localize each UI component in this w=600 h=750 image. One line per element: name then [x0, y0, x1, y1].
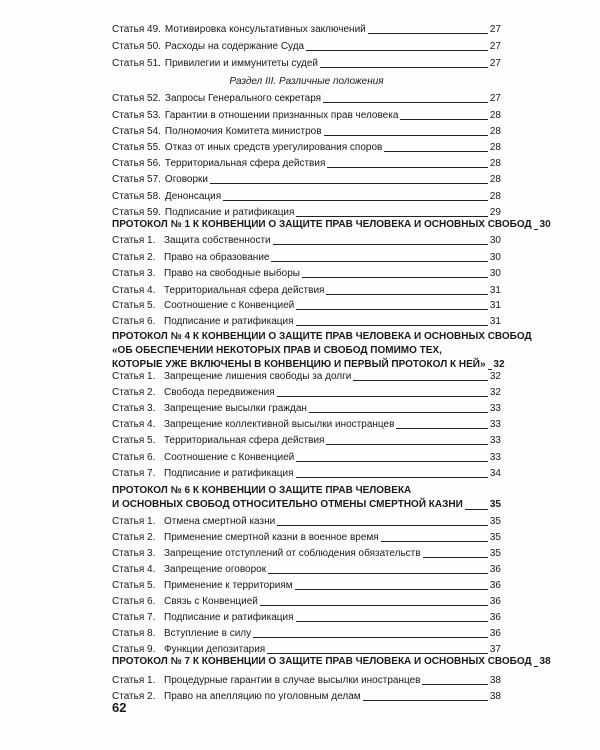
entry-title: Соотношение с Конвенцией — [164, 300, 295, 311]
toc-entry — [112, 171, 501, 186]
protocol-title-line: И ОСНОВНЫХ СВОБОД ОТНОСИТЕЛЬНО ОТМЕНЫ СМЕРТНОЙ КАЗНИ — [112, 499, 463, 510]
entry-title: Защита собственности — [164, 235, 271, 246]
entry-title: Расходы на содержание Суда — [164, 41, 305, 52]
leader-line — [423, 557, 488, 558]
toc-entry — [112, 204, 501, 219]
article-number: Статья 5. — [112, 580, 156, 591]
leader-line — [296, 621, 488, 622]
page-ref: 28 — [489, 191, 501, 202]
entry-title: Территориальная сфера действия — [164, 435, 325, 446]
page-ref: 38 — [489, 675, 501, 686]
entry-title: Право на свободные выборы — [164, 268, 300, 279]
leader-line — [396, 428, 488, 429]
entry-title: Подписание и ратификация — [164, 612, 294, 623]
toc-entry — [112, 400, 501, 415]
page-ref: 31 — [489, 316, 501, 327]
page-ref: 36 — [489, 596, 501, 607]
protocol-title-line: ПРОТОКОЛ № 6 К КОНВЕНЦИИ О ЗАЩИТЕ ПРАВ ЧЕЛОВЕКА — [112, 485, 412, 496]
toc-entry — [112, 384, 501, 399]
protocol-title-line: КОТОРЫЕ УЖЕ ВКЛЮЧЕНЫ В КОНВЕНЦИЮ И ПЕРВЫЙ ПРОТОКОЛ К НЕЙ» — [112, 359, 486, 370]
entry-title: Подписание и ратификация — [164, 316, 294, 327]
leader-line — [277, 396, 488, 397]
toc-entry — [112, 465, 501, 480]
page-ref: 33 — [489, 452, 501, 463]
article-number: Статья 1. — [112, 371, 156, 382]
protocol-title-line: ПРОТОКОЛ № 7 К КОНВЕНЦИИ О ЗАЩИТЕ ПРАВ ЧЕЛОВЕКА И ОСНОВНЫХ СВОБОД — [112, 656, 532, 667]
article-number: Статья 7. — [112, 612, 156, 623]
article-number: Статья 3. — [112, 548, 156, 559]
page-ref: 35 — [489, 516, 501, 527]
page-ref: 33 — [489, 435, 501, 446]
entry-title: Отмена смертной казни — [164, 516, 276, 527]
leader-line — [296, 309, 488, 310]
page-ref: 36 — [489, 580, 501, 591]
toc-entry — [112, 561, 501, 576]
page-ref: 38 — [489, 691, 501, 702]
entry-title: Привилегии и иммунитеты судей — [164, 58, 318, 69]
leader-line — [320, 67, 488, 68]
leader-line — [296, 477, 488, 478]
toc-entry — [112, 449, 501, 464]
leader-line — [353, 380, 488, 381]
page-ref: 32 — [489, 387, 501, 398]
page-ref: 36 — [489, 564, 501, 575]
leader-line — [534, 229, 538, 230]
article-number: Статья 52. — [112, 93, 161, 104]
article-number: Статья 50. — [112, 41, 161, 52]
entry-title: Гарантии в отношении признанных прав человека — [164, 110, 399, 121]
leader-line — [223, 200, 488, 201]
leader-line — [324, 135, 488, 136]
entry-title: Запрещение коллективной высылки иностранцев — [164, 419, 395, 430]
leader-line — [271, 261, 488, 262]
article-number: Статья 6. — [112, 316, 156, 327]
article-number: Статья 5. — [112, 300, 156, 311]
article-number: Статья 55. — [112, 142, 161, 153]
entry-title: Подписание и ратификация — [164, 468, 294, 479]
entry-title: Процедурные гарантии в случае высылки иностранцев — [164, 675, 421, 686]
toc-entry — [112, 265, 501, 280]
toc-entry — [112, 282, 501, 297]
entry-title: Соотношение с Конвенцией — [164, 452, 295, 463]
article-number: Статья 54. — [112, 126, 161, 137]
article-number: Статья 56. — [112, 158, 161, 169]
article-number: Статья 1. — [112, 675, 156, 686]
toc-entry — [112, 545, 501, 560]
page-ref: 27 — [489, 58, 501, 69]
entry-title: Полномочия Комитета министров — [164, 126, 322, 137]
article-number: Статья 53. — [112, 110, 161, 121]
protocol-title-last-line — [112, 498, 501, 512]
entry-title: Применение смертной казни в военное время — [164, 532, 379, 543]
entry-title: Территориальная сфера действия — [164, 158, 326, 169]
protocol-title-last-line — [112, 655, 551, 669]
protocol-title-line: ПРОТОКОЛ № 1 К КОНВЕНЦИИ О ЗАЩИТЕ ПРАВ ЧЕЛОВЕКА И ОСНОВНЫХ СВОБОД — [112, 219, 532, 230]
entry-title: Применение к территориям — [164, 580, 293, 591]
article-number: Статья 4. — [112, 564, 156, 575]
page-ref: 32 — [493, 359, 505, 370]
page-ref: 28 — [489, 110, 501, 121]
page-ref: 28 — [489, 174, 501, 185]
entry-title: Запрещение оговорок — [164, 564, 267, 575]
page-ref: 35 — [489, 499, 501, 510]
toc-entry — [112, 21, 501, 36]
leader-line — [273, 244, 488, 245]
leader-line — [295, 589, 488, 590]
page-ref: 38 — [539, 656, 551, 667]
entry-title: Денонсация — [164, 191, 222, 202]
article-number: Статья 2. — [112, 691, 156, 702]
toc-entry — [112, 416, 501, 431]
leader-line — [400, 119, 488, 120]
article-number: Статья 4. — [112, 285, 156, 296]
article-number: Статья 57. — [112, 174, 161, 185]
article-number: Статья 2. — [112, 252, 156, 263]
toc-entry — [112, 107, 501, 122]
entry-title: Оговорки — [164, 174, 208, 185]
article-number: Статья 49. — [112, 24, 161, 35]
leader-line — [210, 183, 488, 184]
toc-entry — [112, 609, 501, 624]
toc-entry — [112, 123, 501, 138]
article-number: Статья 58. — [112, 191, 161, 202]
article-number: Статья 2. — [112, 387, 156, 398]
leader-line — [306, 50, 488, 51]
leader-line — [465, 509, 488, 510]
entry-title: Запрещение высылки граждан — [164, 403, 307, 414]
page-ref: 30 — [489, 268, 501, 279]
leader-line — [277, 525, 488, 526]
page-ref: 37 — [489, 644, 501, 655]
protocol-heading — [112, 218, 551, 232]
protocol-heading — [112, 330, 532, 372]
leader-line — [422, 684, 488, 685]
leader-line — [253, 637, 488, 638]
leader-line — [296, 325, 488, 326]
leader-line — [309, 412, 488, 413]
page-ref: 28 — [489, 142, 501, 153]
toc-entry — [112, 577, 501, 592]
page-ref: 36 — [489, 612, 501, 623]
article-number: Статья 2. — [112, 532, 156, 543]
leader-line — [260, 605, 488, 606]
entry-title: Запросы Генерального секретаря — [164, 93, 322, 104]
article-number: Статья 4. — [112, 419, 156, 430]
article-number: Статья 51. — [112, 58, 161, 69]
toc-entry — [112, 55, 501, 70]
entry-title: Запрещение лишения свободы за долги — [164, 371, 352, 382]
leader-line — [326, 444, 488, 445]
page-ref: 28 — [489, 126, 501, 137]
article-number: Статья 1. — [112, 235, 156, 246]
page-ref: 29 — [489, 207, 501, 218]
leader-line — [302, 277, 488, 278]
article-number: Статья 3. — [112, 268, 156, 279]
leader-line — [296, 216, 488, 217]
toc-entry — [112, 432, 501, 447]
leader-line — [323, 102, 488, 103]
toc-entry — [112, 529, 501, 544]
page-ref: 35 — [489, 532, 501, 543]
leader-line — [296, 461, 488, 462]
article-number: Статья 8. — [112, 628, 156, 639]
article-number: Статья 1. — [112, 516, 156, 527]
leader-line — [363, 700, 488, 701]
page-ref: 27 — [489, 24, 501, 35]
leader-line — [327, 167, 488, 168]
entry-title: Связь с Конвенцией — [164, 596, 258, 607]
entry-title: Свобода передвижения — [164, 387, 275, 398]
toc-entry — [112, 368, 501, 383]
article-number: Статья 5. — [112, 435, 156, 446]
page-number: 62 — [112, 700, 127, 715]
protocol-title-last-line — [112, 218, 551, 232]
toc-entry — [112, 688, 501, 703]
toc-entry — [112, 513, 501, 528]
entry-title: Мотивировка консультативных заключений — [164, 24, 366, 35]
article-number: Статья 6. — [112, 596, 156, 607]
toc-entry — [112, 90, 501, 105]
entry-title: Вступление в силу — [164, 628, 252, 639]
page-ref: 33 — [489, 403, 501, 414]
page-ref: 35 — [489, 548, 501, 559]
protocol-heading — [112, 655, 551, 669]
entry-title: Территориальная сфера действия — [164, 285, 325, 296]
leader-line — [268, 573, 488, 574]
entry-title: Право на образование — [164, 252, 270, 263]
article-number: Статья 59. — [112, 207, 161, 218]
toc-entry — [112, 139, 501, 154]
article-number: Статья 7. — [112, 468, 156, 479]
leader-line — [326, 294, 488, 295]
page-ref: 31 — [489, 300, 501, 311]
page-ref: 32 — [489, 371, 501, 382]
toc-entry — [112, 313, 501, 328]
toc-entry — [112, 155, 501, 170]
leader-line — [368, 33, 488, 34]
page-ref: 34 — [489, 468, 501, 479]
leader-line — [267, 653, 488, 654]
entry-title: Отказ от иных средств урегулирования споров — [164, 142, 383, 153]
page-ref: 28 — [489, 158, 501, 169]
toc-entry — [112, 249, 501, 264]
protocol-title-line: «ОБ ОБЕСПЕЧЕНИИ НЕКОТОРЫХ ПРАВ И СВОБОД ПОМИМО ТЕХ, — [112, 345, 442, 356]
toc-entry — [112, 297, 501, 312]
page-ref: 30 — [489, 235, 501, 246]
entry-title: Запрещение отступлений от соблюдения обязательств — [164, 548, 421, 559]
page-ref: 33 — [489, 419, 501, 430]
page-ref: 31 — [489, 285, 501, 296]
toc-entry — [112, 38, 501, 53]
entry-title: Подписание и ратификация — [164, 207, 295, 218]
page-ref: 27 — [489, 93, 501, 104]
entry-title: Функции депозитария — [164, 644, 266, 655]
section-heading: Раздел III. Различные положения — [229, 76, 384, 87]
toc-entry — [112, 641, 501, 656]
toc-entry — [112, 672, 501, 687]
toc-entry — [112, 232, 501, 247]
toc-entry — [112, 188, 501, 203]
leader-line — [381, 541, 488, 542]
article-number: Статья 6. — [112, 452, 156, 463]
page-ref: 27 — [489, 41, 501, 52]
article-number: Статья 9. — [112, 644, 156, 655]
protocol-heading — [112, 484, 501, 512]
toc-entry — [112, 593, 501, 608]
leader-line — [384, 151, 488, 152]
leader-line — [534, 666, 538, 667]
page-ref: 36 — [489, 628, 501, 639]
entry-title: Право на апелляцию по уголовным делам — [164, 691, 361, 702]
page-ref: 30 — [489, 252, 501, 263]
article-number: Статья 3. — [112, 403, 156, 414]
toc-entry — [112, 625, 501, 640]
page-ref: 30 — [539, 219, 551, 230]
protocol-title-line: ПРОТОКОЛ № 4 К КОНВЕНЦИИ О ЗАЩИТЕ ПРАВ ЧЕЛОВЕКА И ОСНОВНЫХ СВОБОД — [112, 331, 532, 342]
